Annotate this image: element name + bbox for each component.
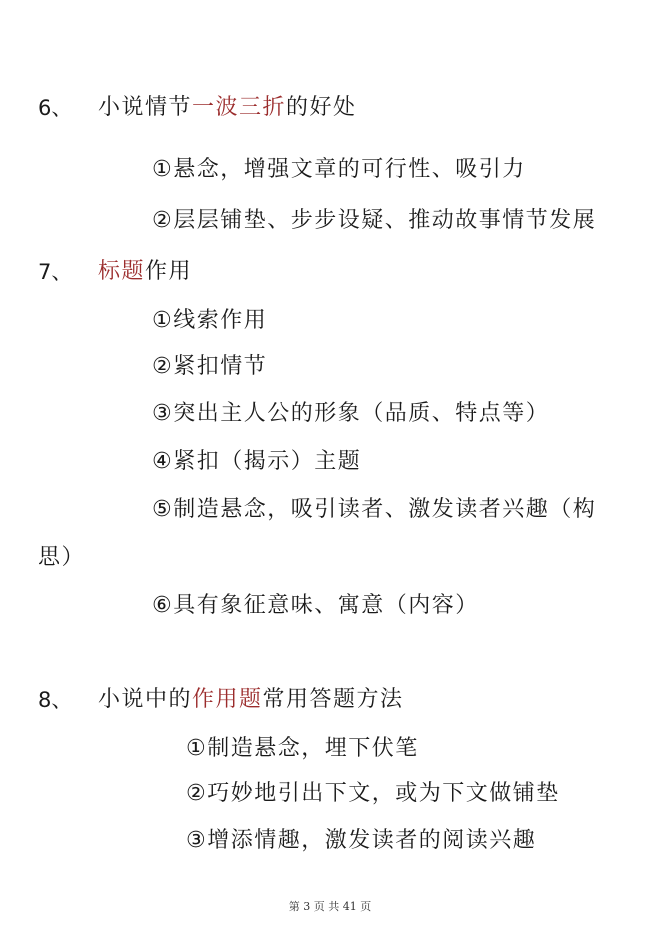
section-8-item-1: ①制造悬念，埋下伏笔 xyxy=(186,736,419,761)
section-6-item-2: ②层层铺垫、步步设疑、推动故事情节发展 xyxy=(152,208,597,233)
section-7-item-6: ⑥具有象征意味、寓意（内容） xyxy=(152,593,479,618)
section-7-heading-highlight: 标题 xyxy=(98,259,146,284)
section-8-item-2: ②巧妙地引出下文，或为下文做铺垫 xyxy=(186,781,560,806)
section-6-heading-post: 的好处 xyxy=(286,95,357,120)
section-8-item-3: ③增添情趣，激发读者的阅读兴趣 xyxy=(186,828,537,853)
section-6-item-1: ①悬念，增强文章的可行性、吸引力 xyxy=(152,157,526,182)
section-7-item-5: ⑤制造悬念，吸引读者、激发读者兴趣（构 xyxy=(152,497,597,522)
section-8-heading xyxy=(98,686,404,714)
section-8-heading-highlight: 作用题 xyxy=(192,687,263,712)
section-7-item-4: ④紧扣（揭示）主题 xyxy=(152,449,362,474)
section-8-number: 8、 xyxy=(38,688,73,712)
section-6-heading-highlight: 一波三折 xyxy=(192,95,287,120)
section-7-item-1: ①线索作用 xyxy=(152,308,268,333)
section-7-heading-post: 作用 xyxy=(145,259,193,284)
section-7-heading xyxy=(98,258,192,286)
section-7-number: 7、 xyxy=(38,260,73,284)
section-6-number: 6、 xyxy=(38,96,73,120)
section-6-heading-pre: 小说情节 xyxy=(98,95,193,120)
page-footer: 第 3 页 共 41 页 xyxy=(288,900,372,913)
section-8-heading-post: 常用答题方法 xyxy=(262,687,404,712)
section-7-item-2: ②紧扣情节 xyxy=(152,354,268,379)
section-7-item-5-continued: 思） xyxy=(38,545,86,570)
section-8-heading-pre: 小说中的 xyxy=(98,687,193,712)
section-6-heading xyxy=(98,94,357,122)
section-7-item-3: ③突出主人公的形象（品质、特点等） xyxy=(152,401,550,426)
